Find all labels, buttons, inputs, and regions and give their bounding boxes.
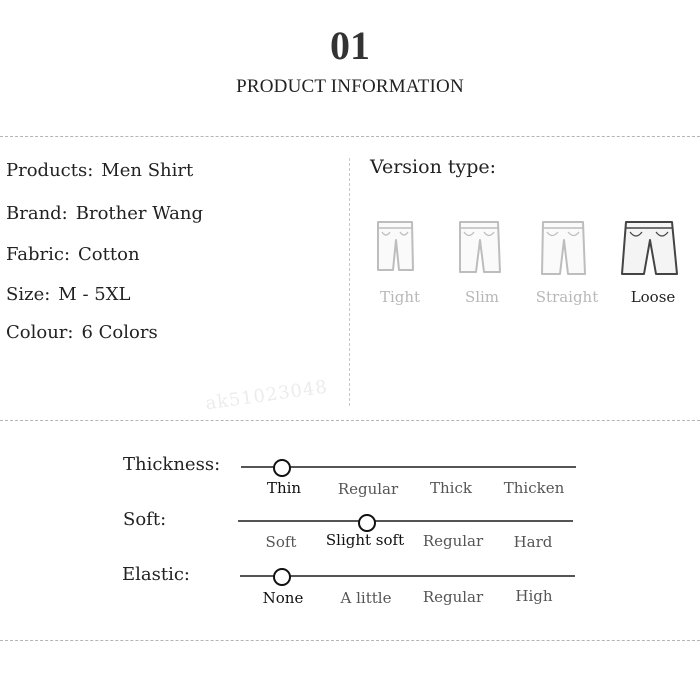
level-label: Hard (513, 533, 553, 551)
info-value: Men Shirt (101, 160, 194, 181)
fit-option-straight: Straight (535, 288, 599, 306)
fit-option-slim: Slim (464, 288, 500, 306)
info-label: Colour: (6, 322, 74, 343)
info-fabric (6, 244, 140, 265)
info-label: Fabric: (6, 244, 71, 265)
watermark: ak51023048 (204, 376, 330, 415)
level-label: Soft (265, 533, 297, 551)
shorts-icon (454, 218, 506, 280)
level-label: Thin (266, 479, 302, 497)
info-label: Products: (6, 160, 94, 181)
section-number: 01 (330, 23, 370, 68)
scale-track (238, 520, 573, 522)
scale-marker (273, 568, 291, 586)
info-label: Brand: (6, 203, 68, 224)
scale-track (241, 466, 576, 468)
level-label: Thick (430, 479, 472, 497)
attr-label-soft: Soft: (123, 509, 167, 530)
version-type-title: Version type: (370, 156, 497, 178)
attr-label-thickness: Thickness: (123, 454, 221, 475)
info-colour (6, 322, 158, 343)
scale-marker (358, 514, 376, 532)
level-label: Regular (422, 588, 484, 606)
level-label: High (515, 587, 553, 605)
level-label: Thicken (503, 479, 565, 497)
info-value: 6 Colors (81, 322, 158, 343)
scale-marker (273, 459, 291, 477)
info-label: Size: (6, 284, 51, 305)
divider-top (0, 136, 700, 137)
info-brand (6, 203, 203, 224)
info-products (6, 160, 193, 181)
level-label: Regular (337, 480, 399, 498)
section-title: PRODUCT INFORMATION (236, 76, 464, 97)
fit-option-tight: Tight (379, 288, 421, 306)
shorts-icon (538, 218, 590, 280)
info-value: M - 5XL (58, 284, 131, 305)
level-label: Regular (422, 532, 484, 550)
info-value: Brother Wang (75, 203, 204, 224)
divider-middle (0, 420, 700, 421)
level-label: Slight soft (325, 531, 405, 549)
info-value: Cotton (78, 244, 140, 265)
fit-option-loose: Loose (630, 288, 676, 306)
shorts-icon (370, 218, 422, 280)
level-label: None (262, 589, 304, 607)
shorts-icon (620, 218, 680, 280)
info-size (6, 284, 130, 305)
level-label: A little (340, 589, 392, 607)
attr-label-elastic: Elastic: (122, 564, 191, 585)
divider-bottom (0, 640, 700, 641)
divider-vertical (349, 158, 350, 406)
